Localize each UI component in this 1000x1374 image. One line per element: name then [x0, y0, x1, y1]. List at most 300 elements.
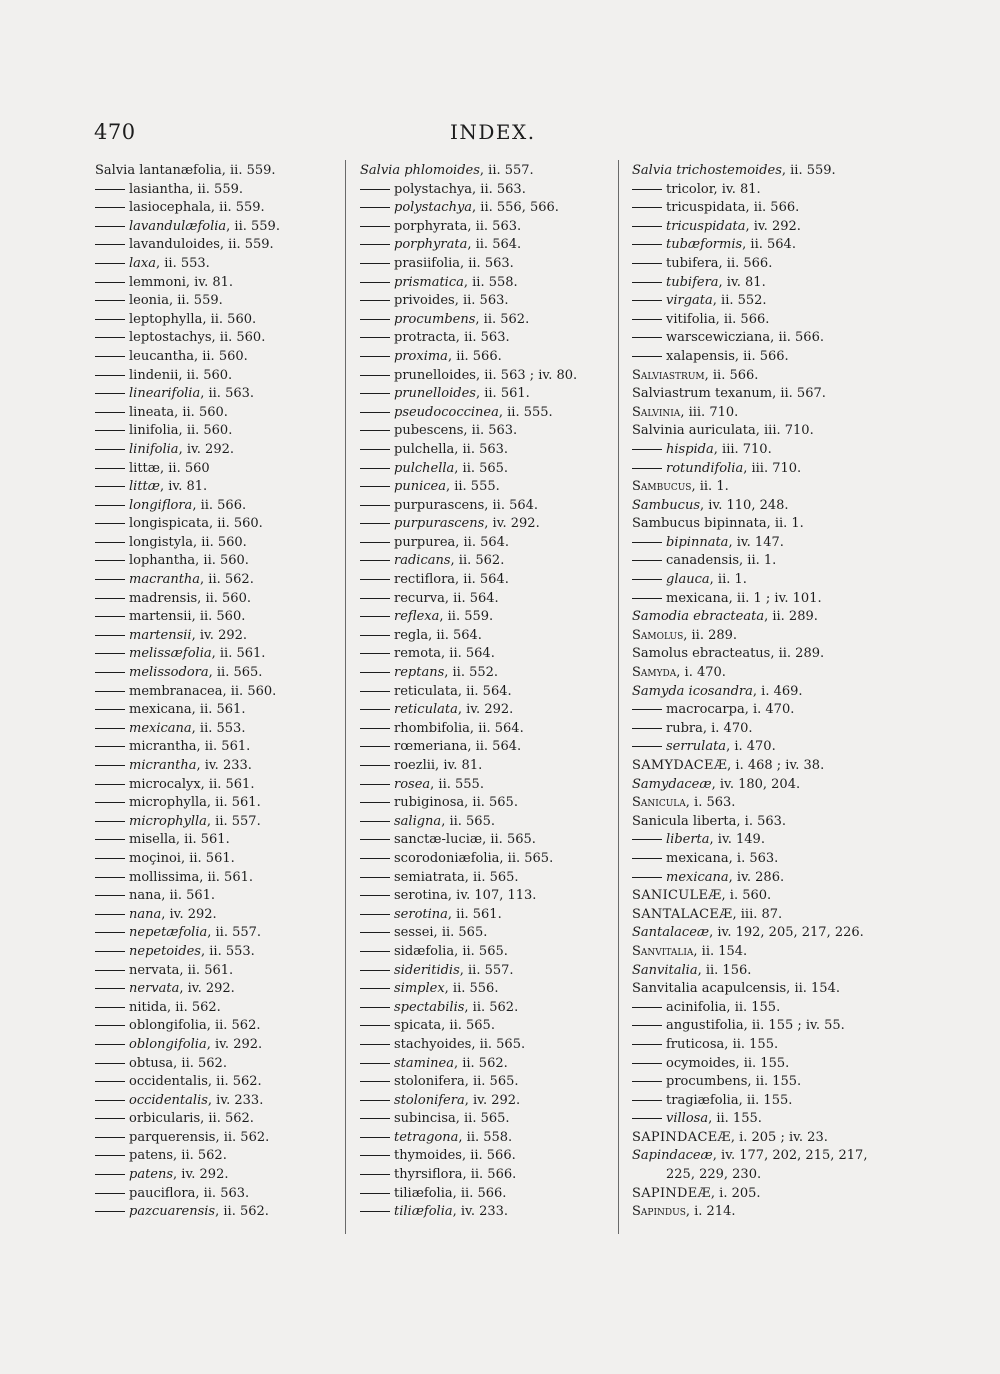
entry-name: martensii, ii. 560. [129, 609, 246, 625]
index-entry [632, 683, 892, 702]
index-entry [360, 199, 610, 218]
ditto-dash [360, 579, 390, 580]
entry-name: leptophylla, ii. 560. [129, 311, 257, 327]
entry-name: Sambucus [632, 497, 701, 513]
ditto-dash [95, 468, 125, 469]
ditto-dash [632, 579, 662, 580]
ditto-dash [95, 1063, 125, 1064]
ditto-dash [632, 468, 662, 469]
index-entry [632, 776, 892, 795]
entry-reference: , i. 563. [685, 795, 736, 811]
ditto-dash [95, 858, 125, 859]
entry-reference: , ii. 562. [200, 572, 254, 588]
index-entry [632, 236, 892, 255]
ditto-dash [360, 244, 390, 245]
index-entry [632, 1073, 892, 1092]
entry-name: punicea [394, 479, 446, 495]
ditto-dash [95, 877, 125, 878]
index-entry [632, 1203, 892, 1222]
ditto-dash [360, 393, 390, 394]
index-entry [95, 1036, 340, 1055]
entry-reference: , ii. 565. [208, 665, 263, 681]
ditto-dash [95, 746, 125, 747]
index-entry [360, 887, 610, 906]
ditto-dash [95, 1137, 125, 1138]
index-entry [360, 422, 610, 441]
page-number: 470 [94, 120, 136, 144]
ditto-dash [360, 784, 390, 785]
ditto-dash [360, 877, 390, 878]
entry-reference: , ii. 562. [475, 311, 530, 327]
index-entry [360, 1017, 610, 1036]
ditto-dash [95, 1025, 125, 1026]
entry-name: lophantha, ii. 560. [129, 553, 249, 569]
index-entry [95, 850, 340, 869]
entry-name: ocymoides, ii. 155. [666, 1055, 790, 1071]
entry-name: obtusa, ii. 562. [129, 1055, 227, 1071]
index-entry [632, 645, 892, 664]
entry-name: rosea [394, 776, 431, 792]
entry-name: villosa [666, 1111, 709, 1127]
entry-reference: , ii. 553. [200, 943, 255, 959]
index-entry [95, 460, 340, 479]
entry-reference: , ii. 558. [463, 274, 518, 290]
index-entry [632, 181, 892, 200]
entry-name: Salvia trichostemoides [632, 163, 782, 178]
entry-name: remota, ii. 564. [394, 646, 495, 662]
entry-name: serotina, iv. 107, 113. [394, 888, 537, 904]
entry-name: semiatrata, ii. 565. [394, 869, 519, 885]
ditto-dash [95, 579, 125, 580]
index-entry [360, 329, 610, 348]
index-entry [360, 962, 610, 981]
index-entry [95, 329, 340, 348]
index-entry [632, 218, 892, 237]
index-entry [95, 794, 340, 813]
ditto-dash [95, 319, 125, 320]
entry-name: polystachya, ii. 563. [394, 181, 526, 197]
ditto-dash [360, 635, 390, 636]
index-entry [95, 441, 340, 460]
entry-reference: , i. 214. [685, 1204, 736, 1220]
index-entry [360, 608, 610, 627]
entry-name: vitifolia, ii. 566. [666, 311, 770, 327]
ditto-dash [95, 207, 125, 208]
index-entry [632, 1017, 892, 1036]
entry-name: lasiocephala, ii. 559. [129, 200, 265, 216]
ditto-dash [632, 1100, 662, 1101]
entry-name: purpurascens, ii. 564. [394, 497, 539, 513]
ditto-dash [632, 1118, 662, 1119]
entry-name: tetragona [394, 1129, 459, 1145]
entry-name: porphyrata, ii. 563. [394, 218, 522, 234]
entry-name: angustifolia, ii. 155 ; iv. 55. [666, 1018, 845, 1034]
entry-reference: , iv. 81. [718, 274, 766, 290]
entry-name: littæ [129, 479, 160, 495]
entry-name: scorodoniæfolia, ii. 565. [394, 850, 554, 866]
entry-reference: , ii. 565. [441, 813, 495, 829]
entry-name: tubifera, ii. 566. [666, 255, 773, 271]
entry-name: recurva, ii. 564. [394, 590, 499, 606]
entry-reference: , iii. 710. [713, 441, 772, 457]
entry-reference: , ii. 289. [683, 627, 738, 643]
ditto-dash [360, 1137, 390, 1138]
entry-name: pseudococcinea [394, 404, 499, 420]
entry-name: pazcuarensis [129, 1204, 216, 1220]
entry-name: lavanduloides, ii. 559. [129, 237, 274, 253]
index-entry [360, 1203, 610, 1222]
index-column-1 [95, 162, 340, 1222]
entry-name: Salviastrum texanum, ii. 567. [632, 386, 826, 402]
index-entry [95, 199, 340, 218]
index-entry [95, 627, 340, 646]
index-entry [95, 218, 340, 237]
entry-reference: , ii. 155. [708, 1111, 762, 1127]
entry-name: prismatica [394, 274, 464, 290]
entry-reference: , i. 468 ; iv. 38. [727, 758, 825, 773]
index-entry [95, 701, 340, 720]
entry-reference: , ii. 562. [464, 999, 519, 1015]
entry-name: stolonifera, ii. 565. [394, 1074, 519, 1090]
ditto-dash [95, 189, 125, 190]
index-entry [360, 367, 610, 386]
index-entry [632, 869, 892, 888]
ditto-dash [360, 523, 390, 524]
ditto-dash [95, 970, 125, 971]
index-entry [95, 776, 340, 795]
index-entry [632, 813, 892, 832]
index-entry [360, 1055, 610, 1074]
index-column-3 [632, 162, 892, 1222]
index-entry [632, 608, 892, 627]
entry-name: macrantha [129, 572, 201, 588]
entry-name: prasiifolia, ii. 563. [394, 255, 514, 271]
index-entry [632, 794, 892, 813]
entry-reference: , ii. 557. [479, 163, 534, 178]
index-entry [95, 813, 340, 832]
ditto-dash [360, 709, 390, 710]
index-entry [95, 404, 340, 423]
ditto-dash [360, 468, 390, 469]
ditto-dash [360, 616, 390, 617]
entry-name: pulchella [394, 460, 455, 476]
ditto-dash [95, 486, 125, 487]
entry-name: protracta, ii. 563. [394, 330, 510, 346]
index-entry [95, 478, 340, 497]
index-entry [95, 1185, 340, 1204]
index-entry [632, 1092, 892, 1111]
index-entry [360, 1166, 610, 1185]
index-entry [360, 162, 610, 181]
ditto-dash [95, 393, 125, 394]
entry-name: stolonifera [394, 1092, 465, 1108]
index-entry [632, 887, 892, 906]
ditto-dash [95, 932, 125, 933]
ditto-dash [360, 449, 390, 450]
index-entry [632, 924, 892, 943]
entry-name: Sanicula [632, 795, 686, 811]
index-entry [360, 274, 610, 293]
entry-reference: , i. 469. [752, 683, 803, 699]
index-entry [360, 571, 610, 590]
entry-name: reptans [394, 665, 445, 681]
ditto-dash [632, 319, 662, 320]
index-entry [95, 757, 340, 776]
entry-name: 225, 229, 230. [666, 1167, 762, 1183]
index-entry [95, 645, 340, 664]
ditto-dash [360, 672, 390, 673]
index-entry [95, 552, 340, 571]
index-entry [632, 199, 892, 218]
entry-reference: , i. 205 ; iv. 23. [730, 1129, 828, 1145]
ditto-dash [632, 226, 662, 227]
ditto-dash [360, 1007, 390, 1008]
entry-reference: , iv. 292. [464, 1092, 521, 1108]
entry-name: SANTALACEÆ [632, 906, 733, 922]
entry-name: SAPINDACEÆ [632, 1129, 731, 1145]
entry-reference: , iv. 292. [457, 702, 514, 718]
ditto-dash [632, 207, 662, 208]
entry-name: macrocarpa, i. 470. [666, 702, 795, 718]
entry-name: Sambucus [632, 479, 692, 495]
ditto-dash [95, 1174, 125, 1175]
index-entry [95, 236, 340, 255]
entry-name: tubifera [666, 274, 719, 290]
ditto-dash [632, 877, 662, 878]
entry-name: Santalaceæ [632, 925, 710, 941]
index-entry [360, 515, 610, 534]
entry-reference: , ii. 1. [709, 572, 747, 588]
ditto-dash [632, 282, 662, 283]
index-entry [632, 441, 892, 460]
index-entry [95, 738, 340, 757]
index-entry [632, 701, 892, 720]
index-entry [360, 683, 610, 702]
index-entry [95, 664, 340, 683]
ditto-dash [632, 839, 662, 840]
entry-name: privoides, ii. 563. [394, 293, 509, 309]
index-entry [95, 367, 340, 386]
ditto-dash [360, 1063, 390, 1064]
ditto-dash [95, 951, 125, 952]
index-entry [360, 869, 610, 888]
entry-name: Salvia phlomoides [360, 163, 480, 178]
entry-name: SAPINDEÆ [632, 1185, 711, 1201]
index-entry [360, 738, 610, 757]
index-entry [360, 813, 610, 832]
entry-name: leptostachys, ii. 560. [129, 330, 266, 346]
entry-name: nepetæfolia [129, 925, 208, 941]
entry-reference: , i. 470. [676, 665, 726, 681]
ditto-dash [360, 282, 390, 283]
ditto-dash [360, 375, 390, 376]
entry-name: linifolia, ii. 560. [129, 423, 233, 439]
entry-name: lasiantha, ii. 559. [129, 181, 243, 197]
ditto-dash [95, 449, 125, 450]
ditto-dash [360, 691, 390, 692]
entry-name: parquerensis, ii. 562. [129, 1129, 270, 1145]
entry-name: spectabilis [394, 999, 465, 1015]
entry-name: Sanicula liberta, i. 563. [632, 813, 787, 829]
entry-reference: , ii. 289. [764, 609, 818, 625]
entry-name: microphylla [129, 813, 207, 829]
entry-name: regla, ii. 564. [394, 627, 482, 643]
ditto-dash [95, 244, 125, 245]
index-entry [95, 980, 340, 999]
ditto-dash [95, 1193, 125, 1194]
entry-name: simplex [394, 981, 445, 997]
index-entry [632, 385, 892, 404]
ditto-dash [95, 523, 125, 524]
entry-reference: , iv. 292. [161, 906, 217, 922]
index-entry [360, 794, 610, 813]
entry-reference: , iv. 292. [745, 218, 801, 234]
entry-reference: , iv. 233. [196, 758, 252, 773]
entry-reference: , i. 560. [721, 888, 772, 904]
index-entry [95, 720, 340, 739]
index-entry [95, 181, 340, 200]
ditto-dash [360, 1025, 390, 1026]
entry-reference: , iii. 710. [743, 460, 802, 476]
entry-name: mollissima, ii. 561. [129, 869, 253, 885]
entry-name: nitida, ii. 562. [129, 999, 221, 1015]
entry-reference: , iv. 292. [179, 981, 235, 997]
entry-reference: , ii. 557. [459, 962, 514, 978]
ditto-dash [95, 1081, 125, 1082]
entry-name: mexicana, i. 563. [666, 850, 779, 866]
entry-name: leucantha, ii. 560. [129, 348, 248, 364]
entry-name: occidentalis, ii. 562. [129, 1074, 262, 1090]
index-entry [95, 1092, 340, 1111]
entry-name: procumbens, ii. 155. [666, 1074, 802, 1090]
index-entry [360, 311, 610, 330]
index-entry [95, 999, 340, 1018]
entry-name: serotina [394, 906, 448, 922]
index-entry [360, 236, 610, 255]
ditto-dash [95, 430, 125, 431]
entry-name: Sapindus [632, 1204, 686, 1220]
entry-reference: , ii. 564. [742, 237, 796, 253]
index-entry [95, 1203, 340, 1222]
index-entry [95, 1129, 340, 1148]
entry-name: microphylla, ii. 561. [129, 795, 261, 811]
entry-name: thyrsiflora, ii. 566. [394, 1167, 517, 1183]
entry-name: saligna [394, 813, 442, 829]
index-entry [95, 162, 340, 181]
ditto-dash [360, 412, 390, 413]
index-entry [632, 497, 892, 516]
entry-name: membranacea, ii. 560. [129, 683, 277, 699]
entry-reference: , iv. 286. [728, 869, 785, 885]
entry-name: lavandulæfolia [129, 218, 227, 234]
entry-name: tricuspidata [666, 218, 746, 234]
ditto-dash [360, 951, 390, 952]
entry-name: mexicana, ii. 561. [129, 702, 246, 718]
entry-name: spicata, ii. 565. [394, 1018, 495, 1034]
entry-reference: , ii. 552. [712, 293, 767, 309]
index-entry [360, 218, 610, 237]
entry-name: nervata [129, 981, 180, 997]
ditto-dash [95, 226, 125, 227]
index-entry [360, 460, 610, 479]
entry-name: fruticosa, ii. 155. [666, 1036, 779, 1052]
index-entry [360, 850, 610, 869]
index-entry [632, 1129, 892, 1148]
entry-reference: , ii. 559. [226, 218, 280, 234]
ditto-dash [632, 1007, 662, 1008]
index-entry [360, 590, 610, 609]
ditto-dash [95, 337, 125, 338]
entry-reference: , ii. 561. [475, 386, 530, 402]
index-entry [360, 701, 610, 720]
index-entry [95, 274, 340, 293]
ditto-dash [360, 319, 390, 320]
entry-reference: , ii. 566. [704, 367, 759, 383]
index-entry [632, 1185, 892, 1204]
entry-reference: , ii. 565. [454, 460, 509, 476]
index-entry [632, 571, 892, 590]
index-entry [632, 255, 892, 274]
index-entry [632, 738, 892, 757]
entry-reference: , iv. 292. [206, 1036, 263, 1052]
ditto-dash [95, 691, 125, 692]
index-entry [360, 943, 610, 962]
entry-name: porphyrata [394, 237, 468, 253]
entry-name: melissodora [129, 665, 209, 681]
ditto-dash [632, 1025, 662, 1026]
entry-name: nana [129, 906, 162, 922]
entry-name: sidæfolia, ii. 565. [394, 943, 508, 959]
ditto-dash [95, 1211, 125, 1212]
ditto-dash [95, 1007, 125, 1008]
entry-name: micrantha, ii. 561. [129, 739, 251, 755]
entry-reference: , ii. 566. [447, 348, 502, 364]
index-entry [360, 497, 610, 516]
ditto-dash [632, 1081, 662, 1082]
index-entry [360, 776, 610, 795]
index-entry [632, 552, 892, 571]
ditto-dash [632, 356, 662, 357]
ditto-dash [360, 560, 390, 561]
entry-reference: , ii. 562. [453, 1055, 508, 1071]
ditto-dash [360, 1044, 390, 1045]
entry-name: micrantha [129, 758, 197, 773]
entry-name: pauciflora, ii. 563. [129, 1185, 250, 1201]
ditto-dash [95, 672, 125, 673]
entry-reference: , iv. 149. [709, 832, 765, 848]
entry-name: rubra, i. 470. [666, 720, 753, 736]
page-heading: INDEX. [450, 120, 536, 144]
index-entry [95, 1055, 340, 1074]
entry-reference: , ii. 555. [445, 479, 500, 495]
index-entry [632, 1147, 892, 1166]
ditto-dash [360, 1118, 390, 1119]
entry-name: martensii [129, 627, 192, 643]
entry-name: subincisa, ii. 565. [394, 1111, 510, 1127]
ditto-dash [95, 653, 125, 654]
entry-reference: , ii. 555. [430, 776, 484, 792]
index-entry [95, 924, 340, 943]
entry-name: linifolia [129, 441, 179, 457]
index-entry [360, 385, 610, 404]
index-entry [632, 292, 892, 311]
ditto-dash [95, 412, 125, 413]
entry-name: purpurascens [394, 516, 485, 532]
ditto-dash [360, 1100, 390, 1101]
index-entry [360, 1036, 610, 1055]
ditto-dash [360, 839, 390, 840]
index-entry [360, 404, 610, 423]
